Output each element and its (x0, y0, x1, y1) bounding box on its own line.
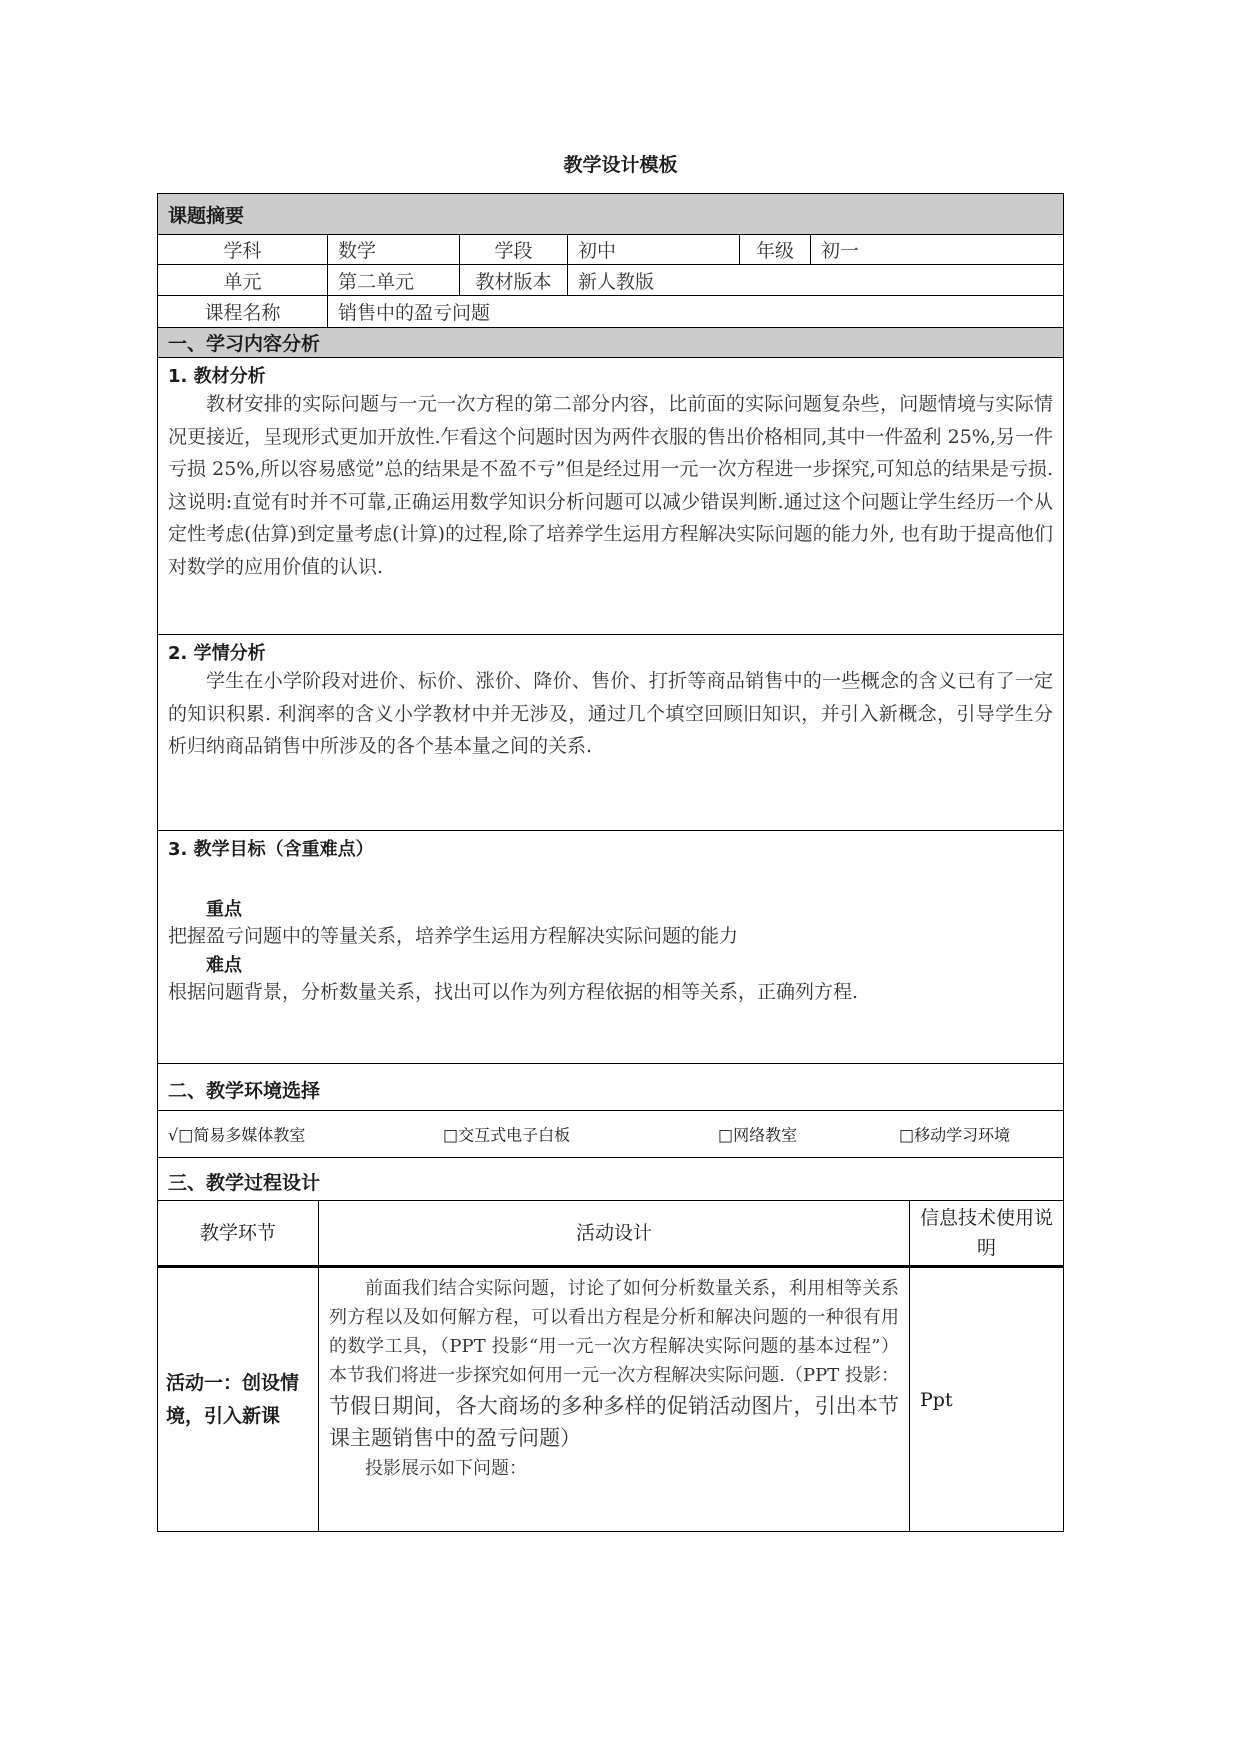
edition-label: 教材版本 (460, 265, 568, 295)
activity-design-cell (319, 1268, 910, 1531)
env-option-label: 网络教室 (733, 1125, 798, 1145)
student-analysis-text: 学生在小学阶段对进价、标价、涨价、降价、售价、打折等商品销售中的一些概念的含义已有了一定的知识积累. 利润率的含义小学教材中并无涉及，通过几个填空回顾旧知识，并引入新概念，引导学生分析归纳商品销售中所涉及的各个基本量之间的关系. (168, 670, 1053, 757)
env-option-simple-multimedia[interactable] (168, 1123, 305, 1146)
student-analysis-title: 2. 学情分析 (168, 643, 266, 664)
grade-value: 初一 (821, 240, 860, 262)
activity-tech-note: Ppt (920, 1388, 953, 1411)
document-title: 教学设计模板 (563, 154, 678, 176)
textbook-analysis-text: 教材安排的实际问题与一元一次方程的第二部分内容，比前面的实际问题复杂些，问题情境与实际情况更接近，呈现形式更加开放性.乍看这个问题时因为两件衣服的售出价格相同,其中一件盈利 25%,另一件亏损 25%,所以容易感觉”总的结果是不盈不亏”但是经过用一元一次方程进一步探究,可知总的结果是亏损.这说明:直觉有时并不可靠,正确运用数学知识分析问题可以减少错误判断.通过这个问题让学生经历一个从定性考虑(估算)到定量考虑(计算)的过程,除了培养学生运用方程解决实际问题的能力外, 也有助于提高他们对数学的应用价值的认识. (168, 393, 1053, 578)
difficulty-text: 根据问题背景，分析数量关系，找出可以作为列方程依据的相等关系，正确列方程. (168, 981, 859, 1003)
summary-header: 课题摘要 (157, 193, 1064, 235)
env-option-label: 交互式电子白板 (458, 1125, 571, 1145)
grade-label: 年级 (740, 235, 811, 264)
textbook-analysis-block (157, 358, 1064, 635)
checkbox-icon[interactable]: □ (718, 1125, 734, 1145)
section3-header: 三、教学过程设计 (157, 1158, 1064, 1201)
key-point-label: 重点 (206, 899, 242, 920)
environment-options-row (157, 1111, 1064, 1158)
checkbox-icon[interactable]: □ (178, 1125, 194, 1145)
summary-row-unit (157, 265, 1064, 296)
activity-design-text: 前面我们结合实际问题，讨论了如何分析数量关系，利用相等关系列方程以及如何解方程，可以看出方程是分析和解决问题的一种很有用的数学工具，（PPT 投影“用一元一次方程解决实际问题的基本过程”）本节我们将进一步探究如何用一元一次方程解决实际问题.（PPT 投影： (329, 1278, 899, 1386)
course-label: 课程名称 (158, 296, 328, 327)
process-table-header (157, 1201, 1064, 1268)
teaching-goals-block (157, 831, 1064, 1064)
column-header-tech: 信息技术使用说明 (919, 1207, 1053, 1259)
edition-value: 新人教版 (578, 270, 655, 293)
subject-value: 数学 (328, 235, 460, 264)
column-header-design: 活动设计 (319, 1201, 910, 1265)
env-option-label: 移动学习环境 (914, 1125, 1011, 1145)
teaching-goals-title: 3. 教学目标（含重难点） (168, 839, 374, 860)
course-value: 销售中的盈亏问题 (338, 302, 491, 324)
stage-label: 学段 (460, 235, 568, 264)
section2-header: 二、教学环境选择 (157, 1064, 1064, 1111)
checkbox-icon[interactable]: □ (899, 1125, 915, 1145)
env-option-mobile-learning[interactable] (899, 1123, 1010, 1146)
activity-design-text-large: 节假日期间，各大商场的多种多样的促销活动图片，引出本节课主题销售中的盈亏问题） (329, 1394, 899, 1450)
key-point-text: 把握盈亏问题中的等量关系，培养学生运用方程解决实际问题的能力 (168, 925, 739, 947)
unit-value: 第二单元 (328, 265, 460, 295)
subject-label: 学科 (158, 235, 328, 264)
env-option-interactive-whiteboard[interactable] (443, 1123, 570, 1146)
student-analysis-block (157, 635, 1064, 831)
stage-value: 初中 (568, 235, 740, 264)
section1-header: 一、学习内容分析 (157, 328, 1064, 358)
lesson-plan-table (157, 193, 1064, 1532)
activity-stage-name: 活动一：创设情境，引入新课 (158, 1268, 319, 1531)
activity-design-prompt: 投影展示如下问题： (365, 1458, 527, 1479)
difficulty-label: 难点 (206, 955, 242, 976)
summary-row-subject (157, 235, 1064, 265)
column-header-stage: 教学环节 (158, 1201, 319, 1265)
summary-row-course (157, 296, 1064, 328)
env-option-label: 简易多媒体教室 (193, 1125, 306, 1145)
textbook-analysis-title: 1. 教材分析 (168, 366, 266, 387)
process-row-activity-1 (157, 1268, 1064, 1532)
checkbox-icon[interactable]: □ (443, 1125, 459, 1145)
env-option-network-classroom[interactable] (718, 1123, 797, 1146)
check-mark-icon: √ (168, 1125, 179, 1145)
unit-label: 单元 (158, 265, 328, 295)
